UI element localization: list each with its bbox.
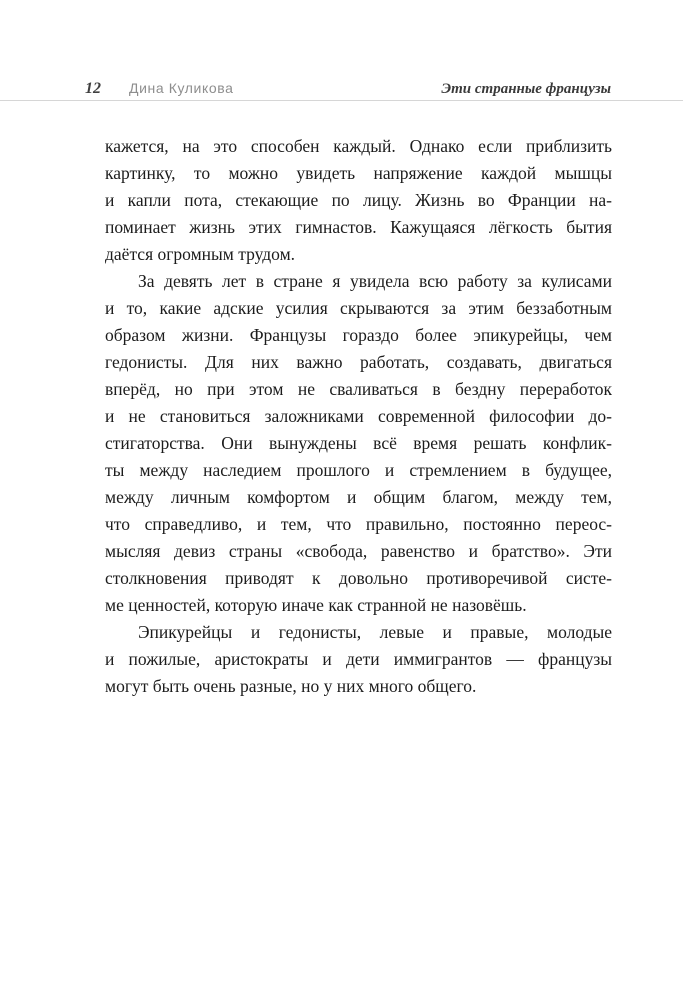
text-line: и пожилые, аристократы и дети иммигрантов — французы: [105, 649, 612, 669]
text-line: кажется, на это способен каждый. Однако если приблизить: [105, 136, 612, 156]
text-line: ты между наследием прошлого и стремлением в будущее,: [105, 460, 612, 480]
text-line: даётся огромным трудом.: [105, 244, 296, 264]
paragraph: [105, 619, 612, 700]
paragraph: [105, 133, 612, 268]
text-line: стигаторства. Они вынуждены всё время решать конфлик-: [105, 433, 612, 453]
text-line: вперёд, но при этом не сваливаться в бездну переработок: [105, 379, 612, 399]
text-line: За девять лет в стране я увидела всю работу за кулисами: [138, 271, 612, 291]
author-name: Дина Куликова: [129, 80, 234, 96]
text-line: гедонисты. Для них важно работать, создавать, двигаться: [105, 352, 612, 372]
text-line: поминает жизнь этих гимнастов. Кажущаяся лёгкость бытия: [105, 217, 612, 237]
text-line: картинку, то можно увидеть напряжение каждой мышцы: [105, 163, 612, 183]
text-line: могут быть очень разные, но у них много общего.: [105, 676, 477, 696]
header-rule: [0, 100, 683, 101]
text-block: [105, 133, 612, 700]
text-line: ме ценностей, которую иначе как странной не назовёшь.: [105, 595, 527, 615]
text-line: столкновения приводят к довольно противоречивой систе-: [105, 568, 612, 588]
paragraph: [105, 268, 612, 619]
text-line: что справедливо, и тем, что правильно, постоянно переос-: [105, 514, 612, 534]
text-line: и то, какие адские усилия скрываются за этим беззаботным: [105, 298, 612, 318]
running-head: [85, 80, 611, 98]
book-title: Эти странные французы: [441, 81, 611, 97]
text-line: и капли пота, стекающие по лицу. Жизнь во Франции на-: [105, 190, 612, 210]
text-line: между личным комфортом и общим благом, между тем,: [105, 487, 612, 507]
page-number: 12: [85, 80, 101, 97]
text-line: Эпикурейцы и гедонисты, левые и правые, молодые: [138, 622, 612, 642]
text-line: образом жизни. Французы гораздо более эпикурейцы, чем: [105, 325, 612, 345]
text-line: мысляя девиз страны «свобода, равенство и братство». Эти: [105, 541, 612, 561]
text-line: и не становиться заложниками современной философии до-: [105, 406, 612, 426]
